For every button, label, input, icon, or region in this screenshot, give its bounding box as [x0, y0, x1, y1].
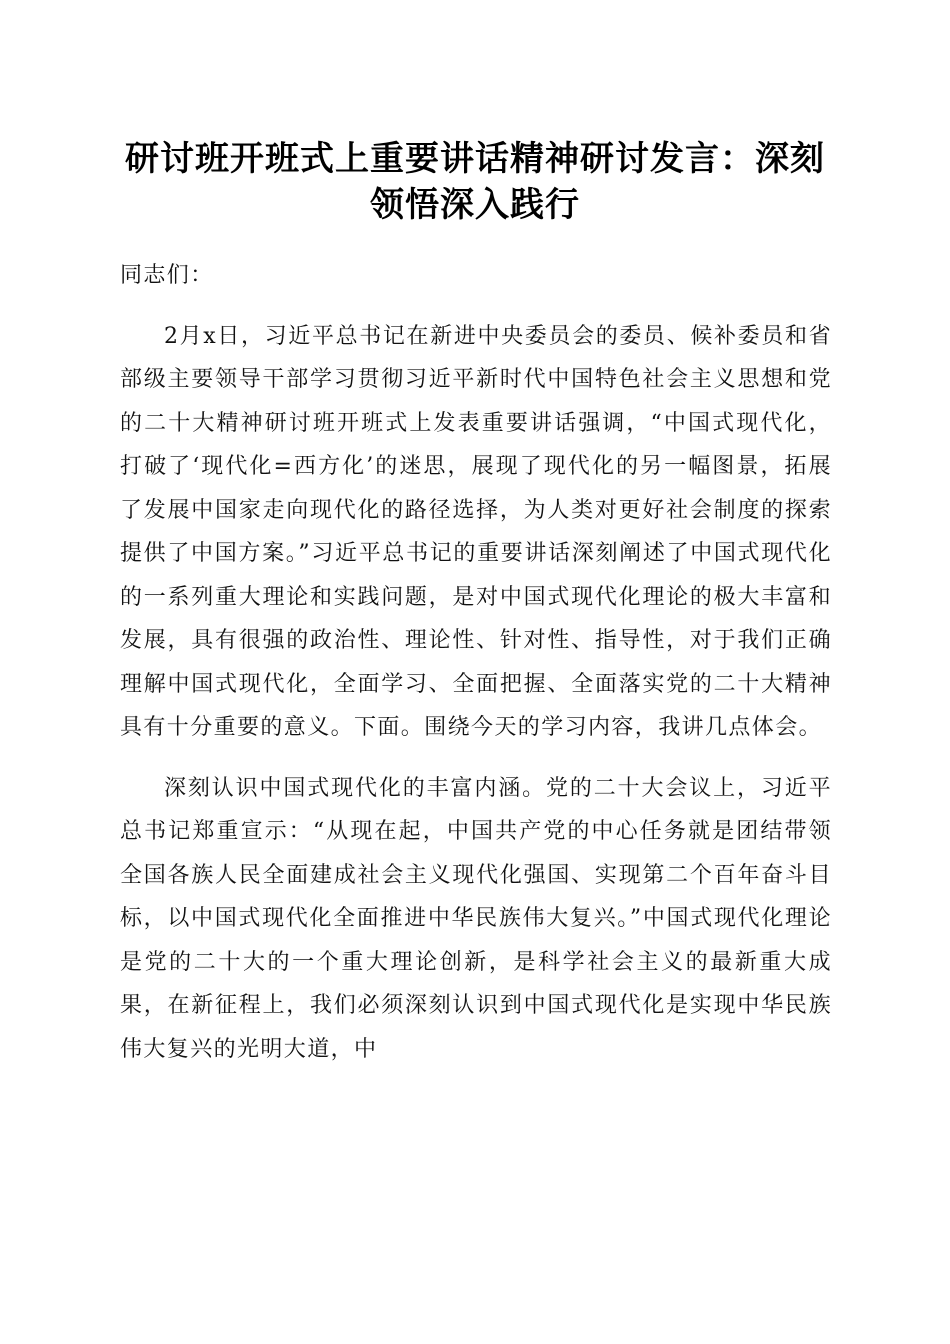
- document-title-line-1: 研讨班开班式上重要讲话精神研讨发言：深刻: [125, 139, 825, 179]
- paragraph-2: 深刻认识中国式现代化的丰富内涵。党的二十大会议上，习近平总书记郑重宣示：“从现在起，中国共产党的中心任务就是团结带领全国各族人民全面建成社会主义现代化强国、实现第二个百年奋斗目标，以中国式现代化全面推进中华民族伟大复兴。”中国式现代化理论是党的二十大的一个重大理论创新，是科学社会主义的最新重大成果，在新征程上，我们必须深刻认识到中国式现代化是实现中华民族伟大复兴的光明大道，中: [120, 775, 832, 1062]
- salutation: 同志们：: [120, 263, 214, 288]
- document-title-line-2: 领悟深入践行: [370, 185, 580, 225]
- document-body: [120, 254, 832, 1071]
- paragraph-1: 2月x日，习近平总书记在新进中央委员会的委员、候补委员和省部级主要领导干部学习贯彻习近平新时代中国特色社会主义思想和党的二十大精神研讨班开班式上发表重要讲话强调，“中国式现代化，打破了‘现代化=西方化’的迷思，展现了现代化的另一幅图景，拓展了发展中国家走向现代化的路径选择，为人类对更好社会制度的探索提供了中国方案。”习近平总书记的重要讲话深刻阐述了中国式现代化的一系列重大理论和实践问题，是对中国式现代化理论的极大丰富和发展，具有很强的政治性、理论性、针对性、指导性，对于我们正确理解中国式现代化，全面学习、全面把握、全面落实党的二十大精神具有十分重要的意义。下面。围绕今天的学习内容，我讲几点体会。: [120, 323, 832, 740]
